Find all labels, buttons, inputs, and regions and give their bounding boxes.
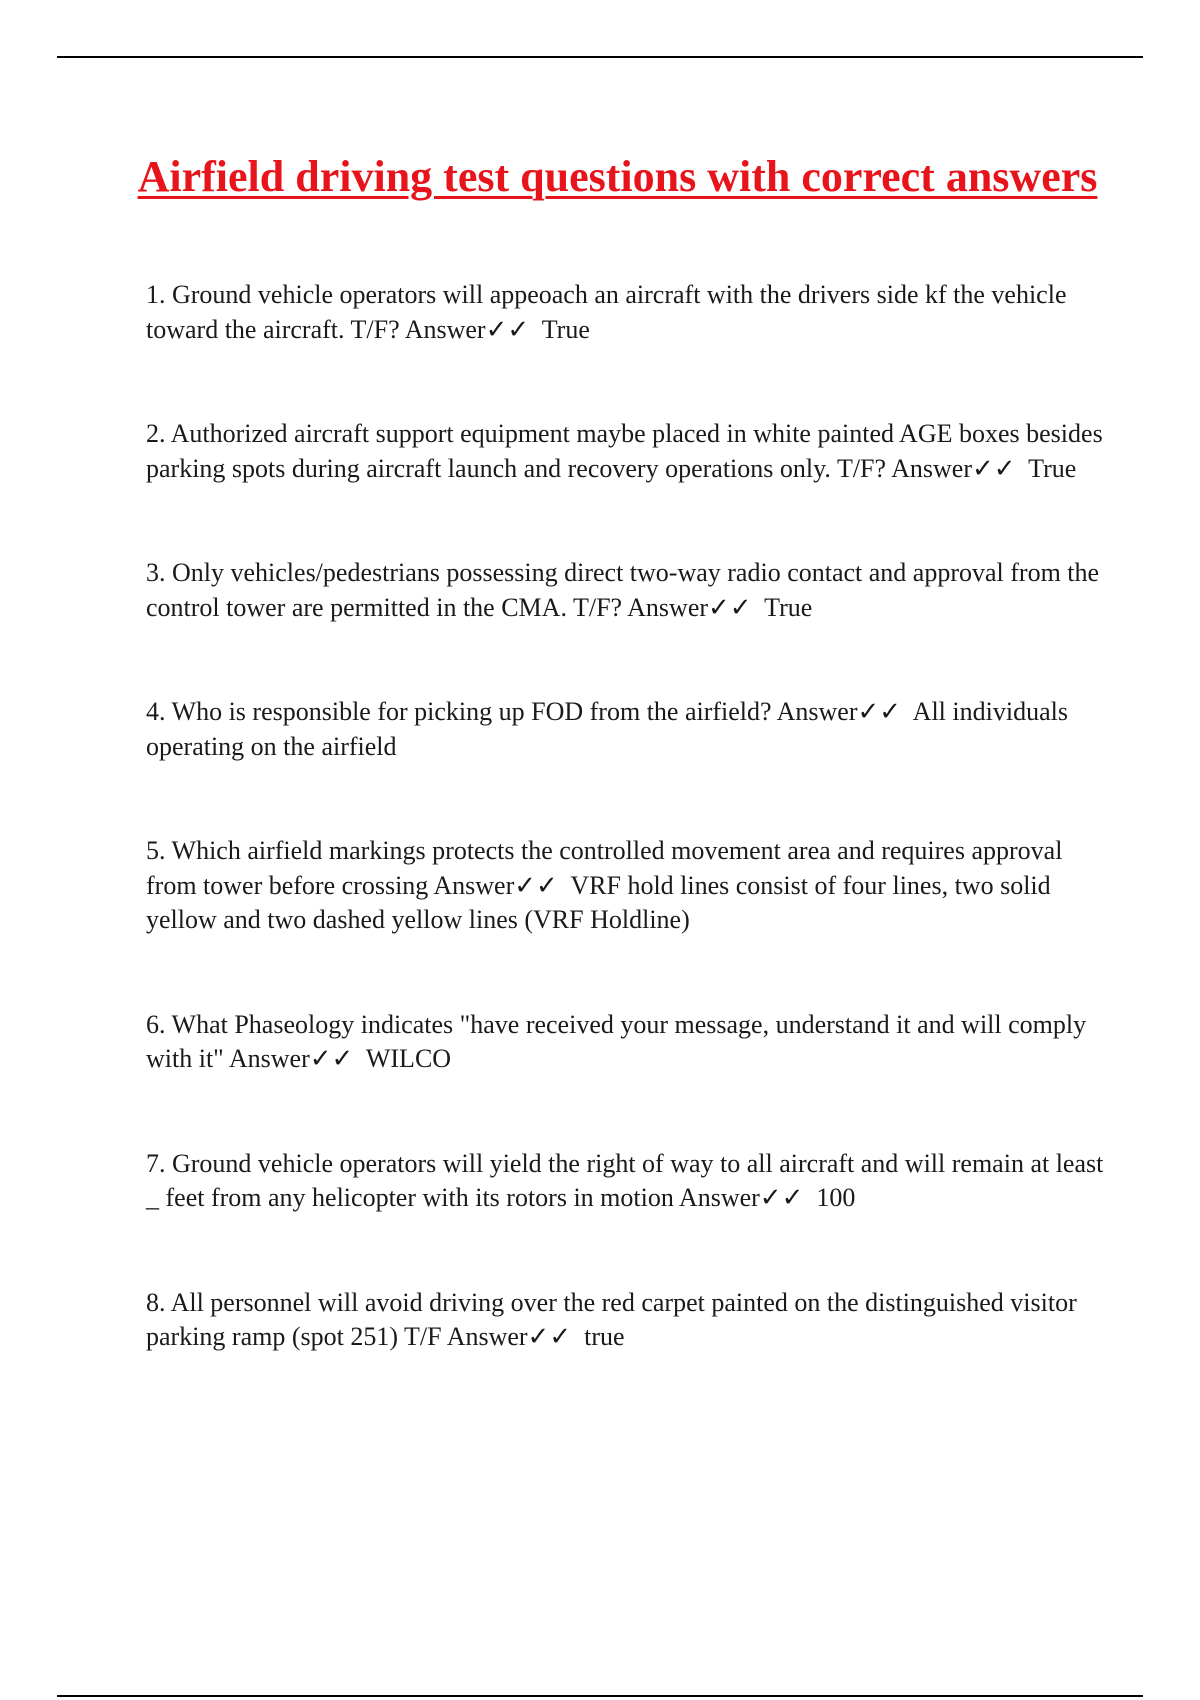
- question-text: 2. Authorized aircraft support equipment maybe placed in white painted AGE boxes besides parking spots during aircraft launch and recovery operations only. T/F?: [146, 419, 1103, 483]
- answer-text: true: [584, 1322, 625, 1351]
- question-text: 8. All personnel will avoid driving over the red carpet painted on the distinguished visitor parking ramp (spot 251) T/F: [146, 1287, 1077, 1351]
- answer-marker: Answer✓✓: [228, 1044, 354, 1073]
- question-item-3: [146, 556, 1106, 625]
- question-text: 1. Ground vehicle operators will appeoach an aircraft with the drivers side kf the vehicle toward the aircraft. T/F?: [146, 280, 1067, 344]
- question-item-4: [146, 695, 1106, 764]
- top-rule: [57, 56, 1143, 58]
- question-text: 5. Which airfield markings protects the controlled movement area and requires approval from tower before crossing: [146, 836, 1063, 900]
- document-title: Airfield driving test questions with correct answers: [137, 152, 1098, 201]
- question-item-1: [146, 278, 1106, 347]
- answer-text: WILCO: [365, 1044, 452, 1073]
- question-list: [146, 278, 1106, 1355]
- question-text: 6. What Phaseology indicates "have received your message, understand it and will comply with it": [146, 1009, 1087, 1073]
- question-item-5: [146, 834, 1106, 938]
- question-item-6: [146, 1008, 1106, 1077]
- question-item-8: [146, 1286, 1106, 1355]
- answer-text: VRF hold lines consist of four lines, two solid yellow and two dashed yellow lines (VRF Holdline): [146, 870, 1051, 934]
- answer-marker: Answer✓✓: [678, 1183, 804, 1212]
- answer-text: 100: [816, 1183, 856, 1212]
- bottom-rule: [57, 1695, 1143, 1697]
- answer-marker: Answer✓✓: [891, 453, 1016, 483]
- question-item-7: [146, 1147, 1106, 1216]
- answer-marker: Answer✓✓: [446, 1322, 572, 1351]
- answer-text: True: [764, 592, 813, 622]
- answer-marker: Answer✓✓: [404, 314, 530, 344]
- question-text: 3. Only vehicles/pedestrians possessing direct two-way radio contact and approval from the control tower are permitted in the CMA. T/F?: [146, 558, 1100, 622]
- answer-marker: Answer✓✓: [627, 592, 752, 622]
- answer-marker: Answer✓✓: [433, 870, 558, 900]
- answer-text: True: [1028, 453, 1077, 483]
- answer-text: True: [541, 314, 590, 344]
- question-item-2: [146, 417, 1106, 486]
- answer-marker: Answer✓✓: [776, 697, 902, 726]
- question-text: 7. Ground vehicle operators will yield the right of way to all aircraft and will remain at least _ feet from any helicopter with its rotors in motion: [146, 1148, 1104, 1212]
- question-text: 4. Who is responsible for picking up FOD from the airfield?: [146, 697, 772, 726]
- answer-text: All individuals operating on the airfield: [146, 697, 1068, 761]
